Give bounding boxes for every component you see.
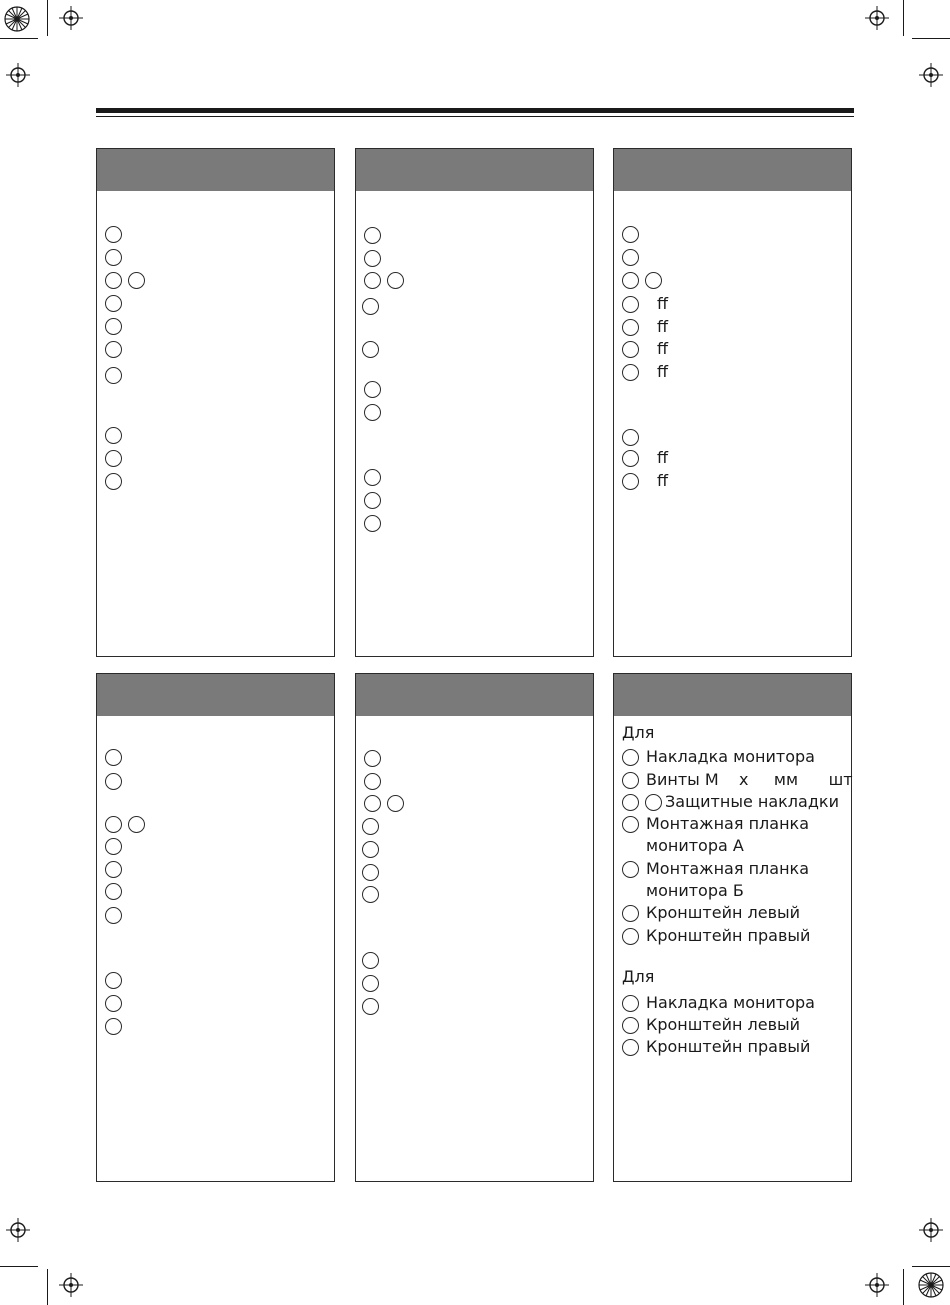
numbered-circle-icon bbox=[622, 341, 639, 358]
crop-mark bbox=[47, 0, 48, 36]
numbered-circle-icon bbox=[362, 298, 379, 315]
registration-mark-icon bbox=[918, 1217, 944, 1243]
crop-mark bbox=[0, 38, 38, 39]
numbered-circle-icon bbox=[362, 341, 379, 358]
item-label: Винты М х мм шт bbox=[646, 770, 853, 789]
numbered-circle-icon bbox=[105, 883, 122, 900]
panel-header bbox=[614, 674, 851, 716]
numbered-circle-icon bbox=[105, 295, 122, 312]
registration-mark-icon bbox=[58, 1272, 84, 1298]
item-label: Накладка монитора bbox=[646, 747, 815, 766]
numbered-circle-icon bbox=[105, 450, 122, 467]
item-label: Защитные накладки bbox=[665, 792, 839, 811]
numbered-circle-icon bbox=[622, 905, 639, 922]
panel-header bbox=[97, 149, 334, 191]
numbered-circle-icon bbox=[105, 226, 122, 243]
numbered-circle-icon bbox=[105, 249, 122, 266]
numbered-circle-icon bbox=[105, 367, 122, 384]
numbered-circle-icon bbox=[362, 952, 379, 969]
panel-6 bbox=[613, 673, 852, 1182]
numbered-circle-icon bbox=[622, 473, 639, 490]
numbered-circle-icon bbox=[105, 773, 122, 790]
numbered-circle-icon bbox=[387, 795, 404, 812]
item-label: Накладка монитора bbox=[646, 993, 815, 1012]
item-label: ff bbox=[657, 471, 669, 490]
crop-mark bbox=[903, 1269, 904, 1305]
panel-header bbox=[97, 674, 334, 716]
panel-4 bbox=[96, 673, 335, 1182]
registration-mark-icon bbox=[918, 62, 944, 88]
numbered-circle-icon bbox=[622, 319, 639, 336]
panel-2 bbox=[355, 148, 594, 657]
numbered-circle-icon bbox=[364, 795, 381, 812]
numbered-circle-icon bbox=[622, 816, 639, 833]
numbered-circle-icon bbox=[387, 272, 404, 289]
crop-mark bbox=[912, 1266, 950, 1267]
numbered-circle-icon bbox=[364, 272, 381, 289]
registration-mark-icon bbox=[864, 5, 890, 31]
registration-mark-icon bbox=[58, 5, 84, 31]
numbered-circle-icon bbox=[128, 272, 145, 289]
item-label: ff bbox=[657, 362, 669, 381]
numbered-circle-icon bbox=[645, 794, 662, 811]
numbered-circle-icon bbox=[364, 492, 381, 509]
numbered-circle-icon bbox=[622, 272, 639, 289]
numbered-circle-icon bbox=[622, 364, 639, 381]
numbered-circle-icon bbox=[622, 429, 639, 446]
panel-header bbox=[356, 149, 593, 191]
numbered-circle-icon bbox=[364, 250, 381, 267]
panel-header bbox=[356, 674, 593, 716]
crop-mark bbox=[912, 38, 950, 39]
numbered-circle-icon bbox=[105, 427, 122, 444]
numbered-circle-icon bbox=[622, 772, 639, 789]
starburst-target-icon bbox=[918, 1272, 944, 1298]
item-label: Кронштейн правый bbox=[646, 926, 811, 945]
numbered-circle-icon bbox=[105, 972, 122, 989]
numbered-circle-icon bbox=[105, 995, 122, 1012]
section-title: Для bbox=[622, 723, 655, 742]
numbered-circle-icon bbox=[362, 886, 379, 903]
numbered-circle-icon bbox=[364, 750, 381, 767]
numbered-circle-icon bbox=[364, 469, 381, 486]
numbered-circle-icon bbox=[622, 749, 639, 766]
numbered-circle-icon bbox=[105, 272, 122, 289]
registration-mark-icon bbox=[5, 62, 31, 88]
panel-header bbox=[614, 149, 851, 191]
registration-mark-icon bbox=[5, 1217, 31, 1243]
numbered-circle-icon bbox=[645, 272, 662, 289]
numbered-circle-icon bbox=[622, 928, 639, 945]
numbered-circle-icon bbox=[105, 473, 122, 490]
item-label: ff bbox=[657, 317, 669, 336]
item-label: ff bbox=[657, 339, 669, 358]
numbered-circle-icon bbox=[364, 227, 381, 244]
numbered-circle-icon bbox=[622, 794, 639, 811]
numbered-circle-icon bbox=[362, 818, 379, 835]
header-rule-thin bbox=[96, 116, 854, 117]
numbered-circle-icon bbox=[622, 1017, 639, 1034]
item-label: Монтажная планка bbox=[646, 859, 809, 878]
numbered-circle-icon bbox=[105, 861, 122, 878]
numbered-circle-icon bbox=[364, 381, 381, 398]
numbered-circle-icon bbox=[362, 998, 379, 1015]
numbered-circle-icon bbox=[622, 296, 639, 313]
crop-mark bbox=[47, 1269, 48, 1305]
numbered-circle-icon bbox=[362, 975, 379, 992]
item-label: ff bbox=[657, 448, 669, 467]
item-label: Кронштейн левый bbox=[646, 1015, 801, 1034]
item-label: Кронштейн левый bbox=[646, 903, 801, 922]
numbered-circle-icon bbox=[105, 838, 122, 855]
numbered-circle-icon bbox=[105, 907, 122, 924]
panel-3 bbox=[613, 148, 852, 657]
section-title: Для bbox=[622, 967, 655, 986]
numbered-circle-icon bbox=[105, 816, 122, 833]
crop-mark bbox=[0, 1266, 38, 1267]
numbered-circle-icon bbox=[105, 1018, 122, 1035]
numbered-circle-icon bbox=[362, 841, 379, 858]
numbered-circle-icon bbox=[622, 226, 639, 243]
header-rule bbox=[96, 108, 854, 113]
item-label: ff bbox=[657, 294, 669, 313]
numbered-circle-icon bbox=[362, 864, 379, 881]
numbered-circle-icon bbox=[364, 404, 381, 421]
item-label-continued: монитора Б bbox=[646, 881, 744, 900]
registration-mark-icon bbox=[864, 1272, 890, 1298]
numbered-circle-icon bbox=[622, 249, 639, 266]
numbered-circle-icon bbox=[105, 749, 122, 766]
numbered-circle-icon bbox=[622, 450, 639, 467]
item-label-continued: монитора А bbox=[646, 836, 744, 855]
panel-5 bbox=[355, 673, 594, 1182]
panel-1 bbox=[96, 148, 335, 657]
crop-mark bbox=[903, 0, 904, 36]
numbered-circle-icon bbox=[128, 816, 145, 833]
numbered-circle-icon bbox=[622, 995, 639, 1012]
numbered-circle-icon bbox=[622, 1039, 639, 1056]
numbered-circle-icon bbox=[105, 341, 122, 358]
starburst-target-icon bbox=[4, 6, 30, 32]
numbered-circle-icon bbox=[364, 515, 381, 532]
numbered-circle-icon bbox=[105, 318, 122, 335]
item-label: Кронштейн правый bbox=[646, 1037, 811, 1056]
numbered-circle-icon bbox=[364, 773, 381, 790]
item-label: Монтажная планка bbox=[646, 814, 809, 833]
numbered-circle-icon bbox=[622, 861, 639, 878]
